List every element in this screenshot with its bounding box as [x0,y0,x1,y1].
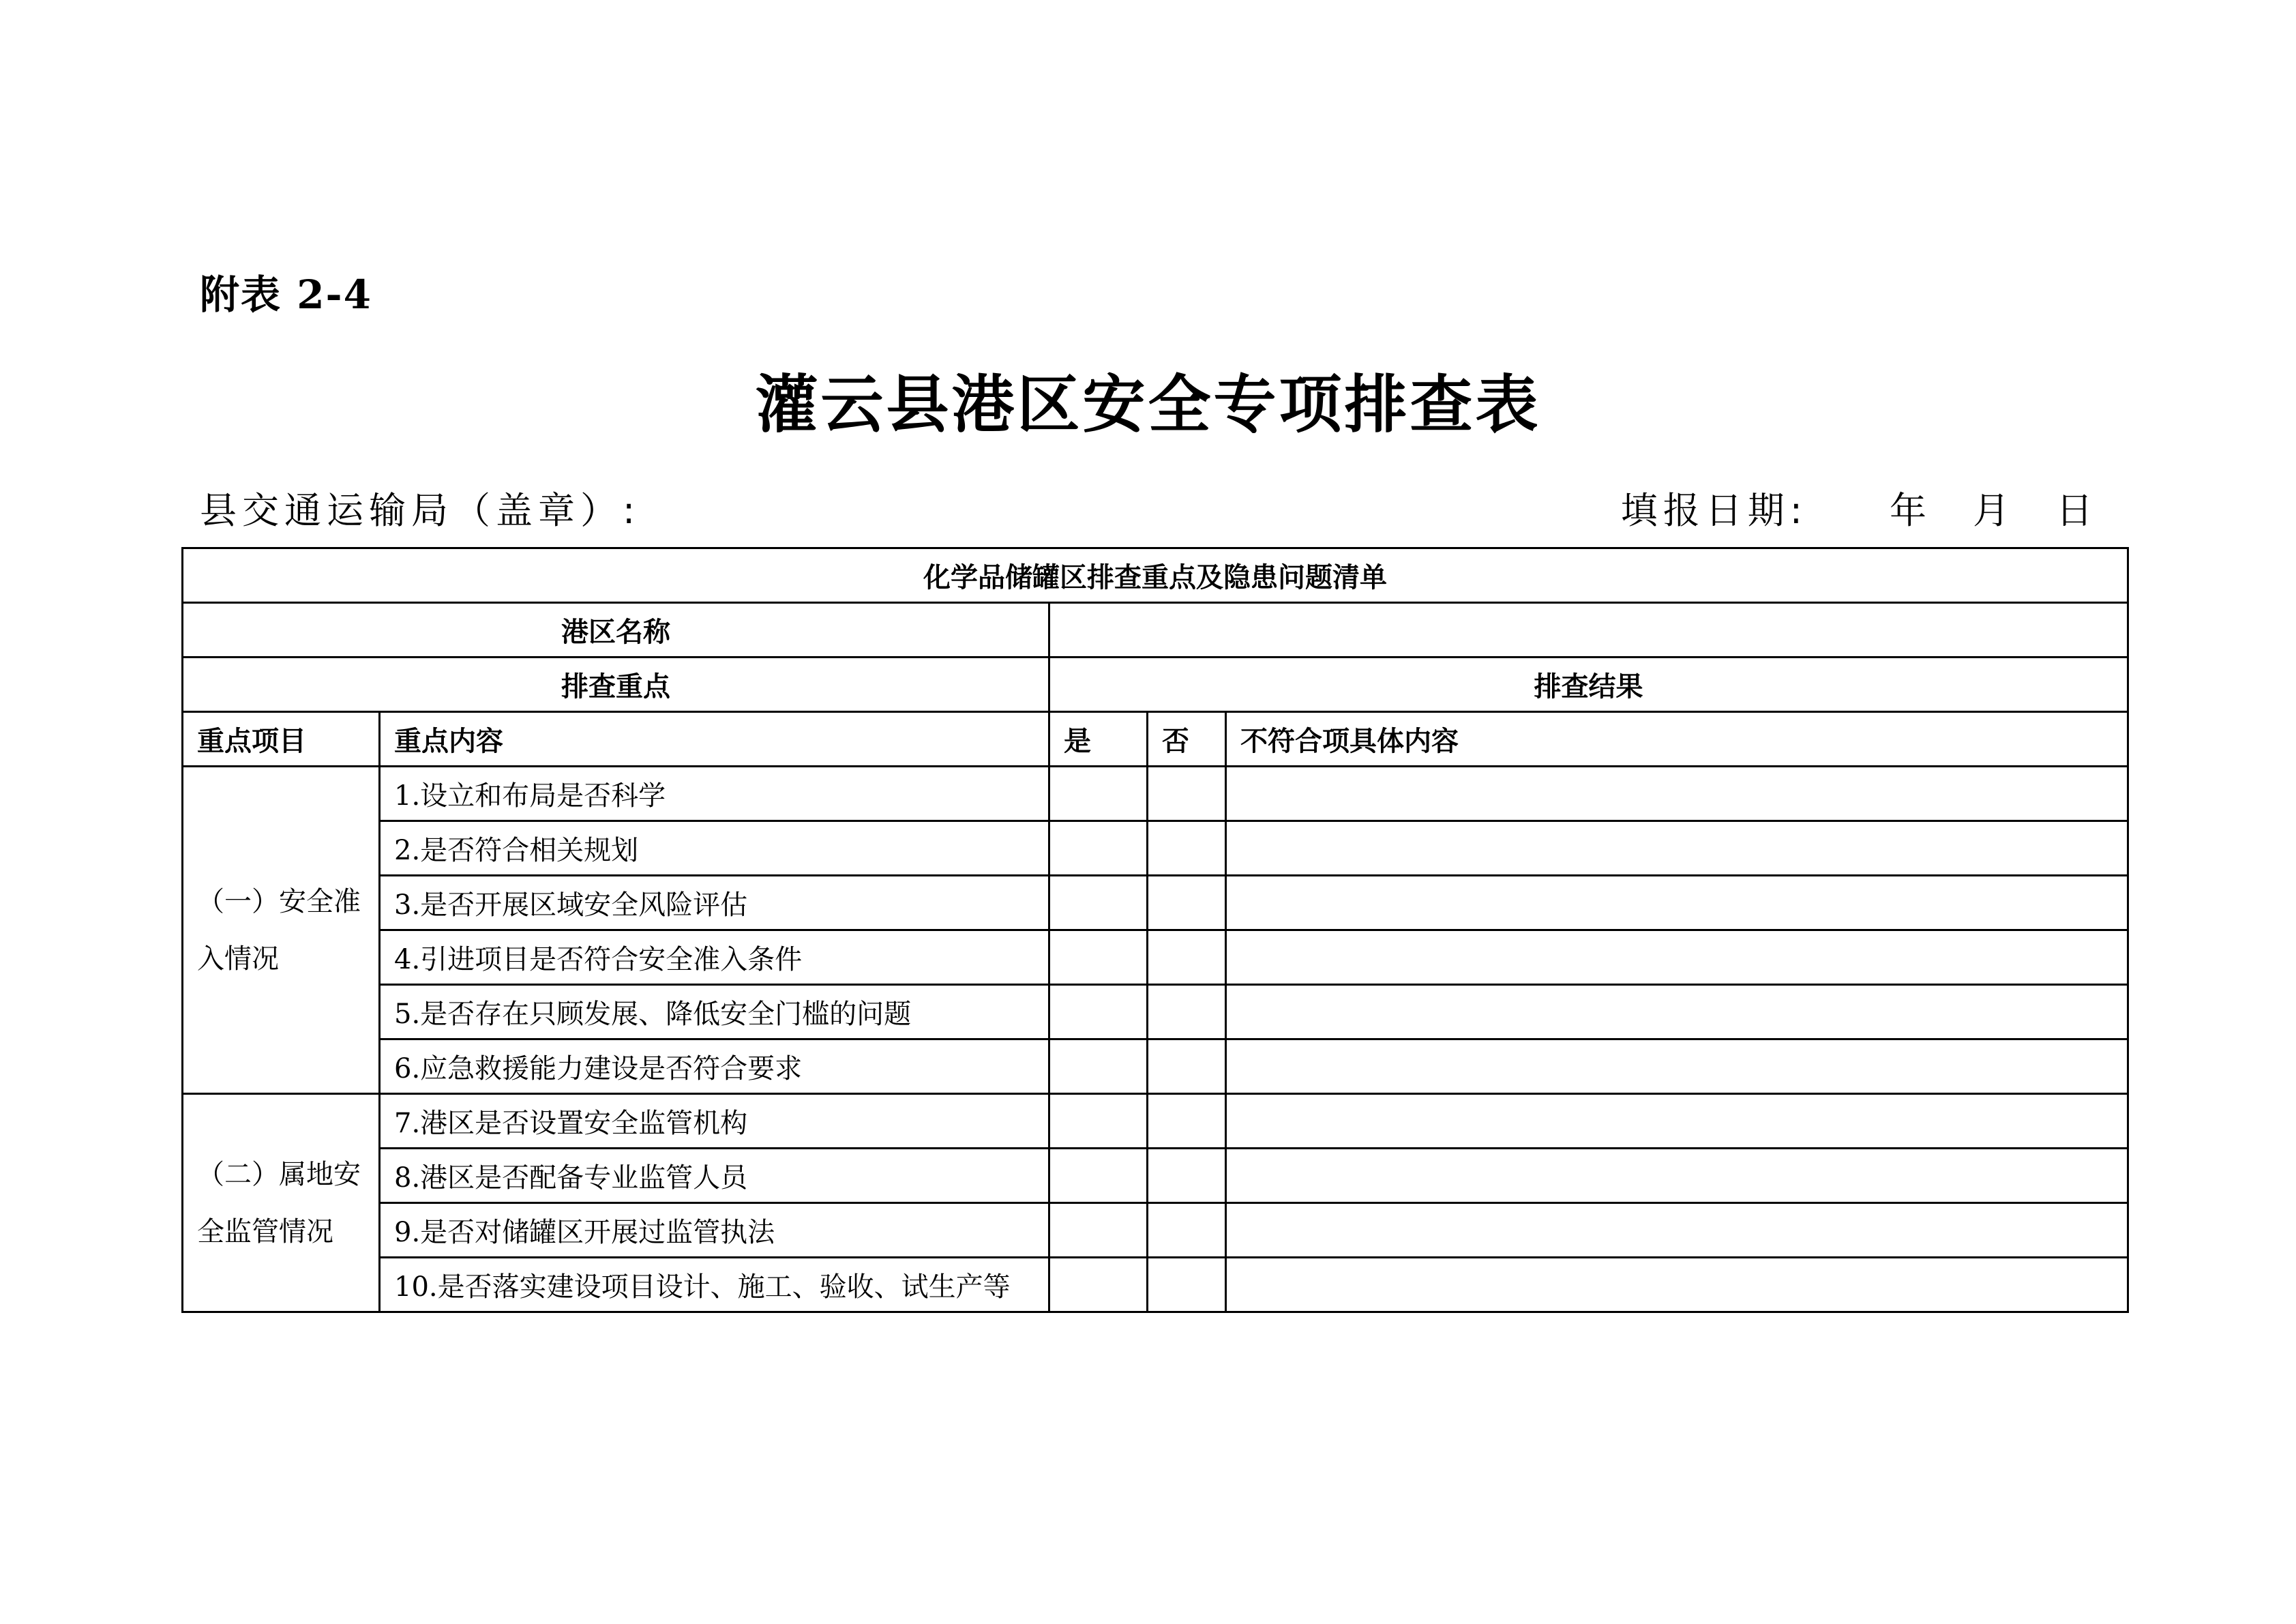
table-row [183,821,2128,876]
table-row [183,1203,2128,1258]
caption-row [183,548,2128,603]
item-content: 1.设立和布局是否科学 [380,767,1049,821]
column-header-yes: 是 [1049,712,1148,767]
report-date [1621,482,2098,534]
column-header-row [183,712,2128,767]
item-content: 5.是否存在只顾发展、降低安全门槛的问题 [380,985,1049,1039]
item-content: 9.是否对储罐区开展过监管执法 [380,1203,1049,1258]
detail-cell[interactable] [1226,1258,2128,1312]
yes-cell[interactable] [1049,821,1148,876]
detail-cell[interactable] [1226,1094,2128,1149]
category-cell: （一）安全准入情况 [183,767,380,1094]
group-header-result: 排查结果 [1049,658,2128,712]
column-header-no: 否 [1148,712,1226,767]
no-cell[interactable] [1148,876,1226,930]
document-title: 灌云县港区安全专项排查表 [755,368,1541,441]
port-name-label: 港区名称 [183,603,1049,658]
port-name-row [183,603,2128,658]
detail-cell[interactable] [1226,876,2128,930]
table-row [183,1094,2128,1149]
column-header-category: 重点项目 [183,712,380,767]
yes-cell[interactable] [1049,1258,1148,1312]
no-cell[interactable] [1148,1258,1226,1312]
category-cell: （二）属地安全监管情况 [183,1094,380,1312]
annex-label: 附表 2-4 [200,271,372,318]
table-row [183,876,2128,930]
detail-cell[interactable] [1226,1039,2128,1094]
no-cell[interactable] [1148,1149,1226,1203]
no-cell[interactable] [1148,985,1226,1039]
yes-cell[interactable] [1049,1149,1148,1203]
report-date-month: 月 [1973,489,2015,532]
item-content: 7.港区是否设置安全监管机构 [380,1094,1049,1149]
report-date-label: 填报日期: [1620,489,1808,532]
report-date-day: 日 [2056,489,2098,532]
detail-cell[interactable] [1226,1149,2128,1203]
column-header-detail: 不符合项具体内容 [1226,712,2128,767]
group-header-focus: 排查重点 [183,658,1049,712]
item-content: 3.是否开展区域安全风险评估 [380,876,1049,930]
yes-cell[interactable] [1049,1203,1148,1258]
item-content: 10.是否落实建设项目设计、施工、验收、试生产等 [380,1258,1049,1312]
detail-cell[interactable] [1226,985,2128,1039]
detail-cell[interactable] [1226,1203,2128,1258]
no-cell[interactable] [1148,821,1226,876]
table-row [183,1149,2128,1203]
table-row [183,767,2128,821]
table-row [183,1039,2128,1094]
table-row [183,930,2128,985]
inspection-table [181,547,2129,1313]
yes-cell[interactable] [1049,930,1148,985]
table-row [183,1258,2128,1312]
item-content: 4.引进项目是否符合安全准入条件 [380,930,1049,985]
yes-cell[interactable] [1049,1039,1148,1094]
issuer-label: 县交通运输局（盖章）: [200,489,641,532]
item-content: 6.应急救援能力建设是否符合要求 [380,1039,1049,1094]
yes-cell[interactable] [1049,1094,1148,1149]
no-cell[interactable] [1148,767,1226,821]
yes-cell[interactable] [1049,767,1148,821]
item-content: 8.港区是否配备专业监管人员 [380,1149,1049,1203]
no-cell[interactable] [1148,930,1226,985]
no-cell[interactable] [1148,1203,1226,1258]
detail-cell[interactable] [1226,930,2128,985]
detail-cell[interactable] [1226,821,2128,876]
detail-cell[interactable] [1226,767,2128,821]
table-caption: 化学品储罐区排查重点及隐患问题清单 [183,548,2128,603]
yes-cell[interactable] [1049,876,1148,930]
no-cell[interactable] [1148,1039,1226,1094]
report-date-year: 年 [1890,489,1932,532]
no-cell[interactable] [1148,1094,1226,1149]
port-name-value[interactable] [1049,603,2128,658]
column-header-content: 重点内容 [380,712,1049,767]
item-content: 2.是否符合相关规划 [380,821,1049,876]
table-row [183,985,2128,1039]
yes-cell[interactable] [1049,985,1148,1039]
group-header-row [183,658,2128,712]
